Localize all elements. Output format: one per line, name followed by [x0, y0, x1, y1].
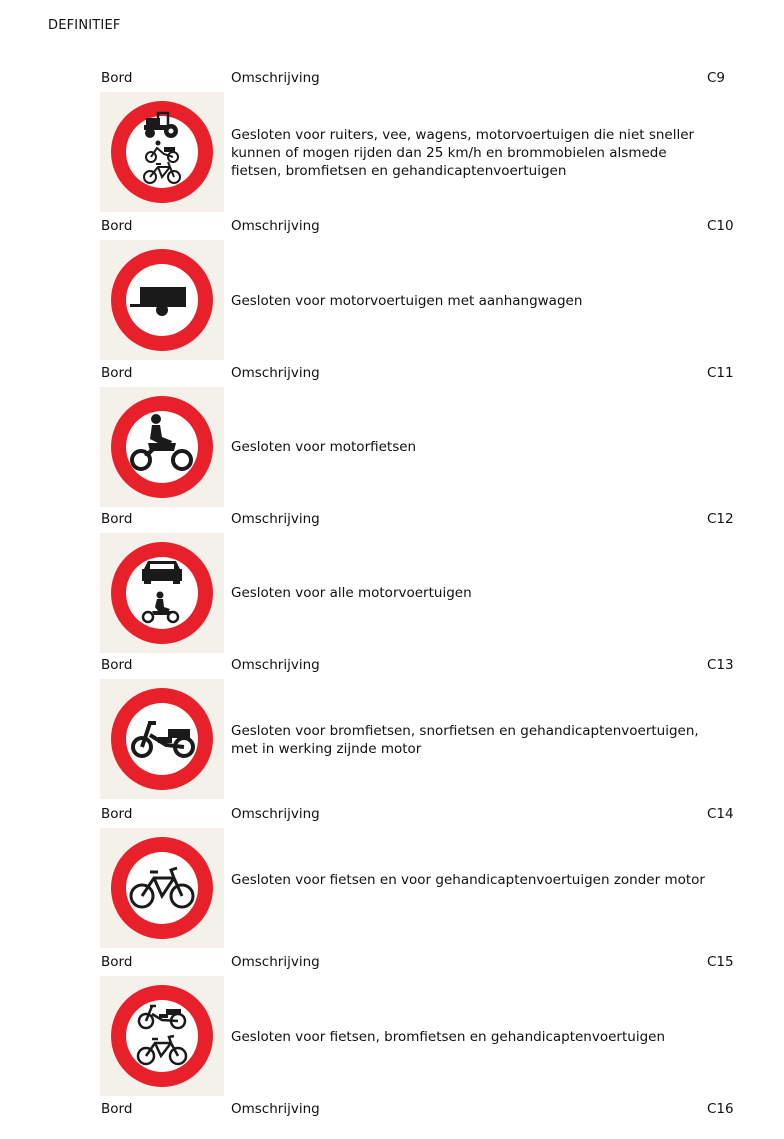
column-label-bord: Bord	[101, 954, 133, 970]
sign-code: C12	[707, 511, 734, 527]
column-label-bord: Bord	[101, 70, 133, 86]
column-label-bord: Bord	[101, 806, 133, 822]
sign-c14	[100, 828, 224, 948]
sign-code: C16	[707, 1101, 734, 1117]
sign-c12	[100, 533, 224, 653]
sign-code: C14	[707, 806, 734, 822]
sign-c13	[100, 679, 224, 799]
document-status: DEFINITIEF	[48, 18, 121, 33]
sign-code: C9	[707, 70, 726, 86]
trailer-icon	[100, 240, 224, 360]
sign-code: C13	[707, 657, 734, 673]
car-motorcycle-icon	[100, 533, 224, 653]
sign-c9	[100, 92, 224, 212]
sign-description: Gesloten voor bromfietsen, snorfietsen en gehandicaptenvoertuigen, met in werking zijnde motor	[231, 723, 699, 757]
moped-icon	[100, 679, 224, 799]
motorcycle-icon	[100, 387, 224, 507]
column-label-bord: Bord	[101, 511, 133, 527]
sign-code: C10	[707, 218, 734, 234]
column-label-omschrijving: Omschrijving	[231, 1101, 320, 1117]
column-label-omschrijving: Omschrijving	[231, 511, 320, 527]
column-label-omschrijving: Omschrijving	[231, 70, 320, 86]
column-label-omschrijving: Omschrijving	[231, 218, 320, 234]
sign-description: Gesloten voor fietsen en voor gehandicaptenvoertuigen zonder motor	[231, 872, 705, 888]
sign-c11	[100, 387, 224, 507]
moped-bicycle-icon	[100, 976, 224, 1096]
column-label-bord: Bord	[101, 657, 133, 673]
sign-description: Gesloten voor motorvoertuigen met aanhangwagen	[231, 293, 583, 309]
sign-c15	[100, 976, 224, 1096]
sign-description: Gesloten voor alle motorvoertuigen	[231, 585, 472, 601]
sign-description: Gesloten voor ruiters, vee, wagens, motorvoertuigen die niet sneller kunnen of mogen rijden dan 25 km/h en brommobielen alsmede fietsen, bromfietsen en gehandicaptenvoertuigen	[231, 127, 695, 179]
bicycle-icon	[100, 828, 224, 948]
sign-description: Gesloten voor motorfietsen	[231, 439, 417, 455]
column-label-omschrijving: Omschrijving	[231, 954, 320, 970]
sign-description: Gesloten voor fietsen, bromfietsen en gehandicaptenvoertuigen	[231, 1029, 665, 1045]
column-label-omschrijving: Omschrijving	[231, 365, 320, 381]
column-label-bord: Bord	[101, 218, 133, 234]
column-label-bord: Bord	[101, 365, 133, 381]
sign-code: C11	[707, 365, 734, 381]
column-label-omschrijving: Omschrijving	[231, 806, 320, 822]
tractor-moped-bicycle-icon	[100, 92, 224, 212]
sign-code: C15	[707, 954, 734, 970]
sign-c10	[100, 240, 224, 360]
column-label-omschrijving: Omschrijving	[231, 657, 320, 673]
column-label-bord: Bord	[101, 1101, 133, 1117]
